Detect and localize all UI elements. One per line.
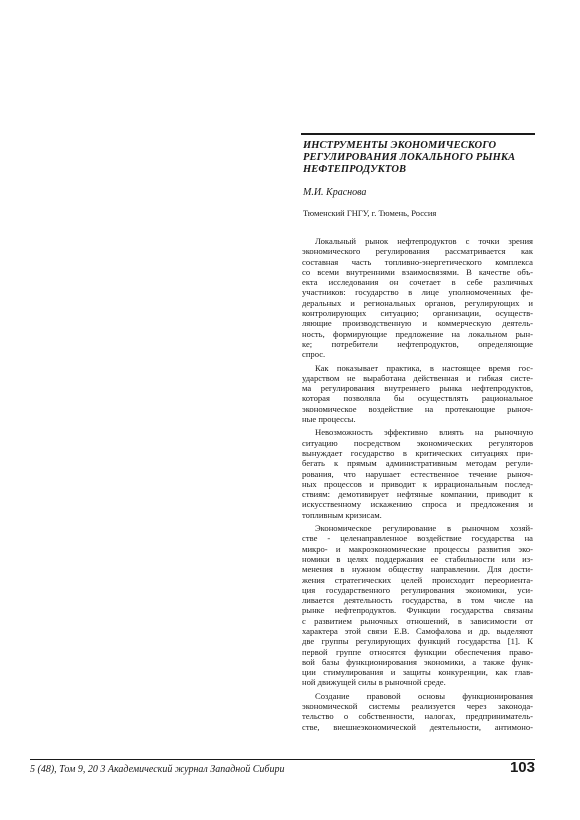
text-line: со всеми внутренними взаимосвязями. В качестве объ- (302, 266, 533, 277)
article-body (302, 236, 533, 732)
text-line: ляющие производственную и коммерческую деятель- (302, 318, 533, 329)
paragraph (302, 363, 533, 425)
text-line: бегать к прямым административным методам регули- (302, 458, 533, 469)
text-line: микро- и макроэкономические процессы развития эко- (302, 543, 533, 554)
text-line: тельство о собственности, налогах, предприниматель- (302, 711, 533, 722)
text-line: ные процессы. (302, 414, 356, 425)
text-line: первой группе относятся функции обеспечения право- (302, 646, 533, 657)
article-title (303, 140, 537, 176)
text-line: характера этой связи Е.В. Самофалова и др. выделяют (302, 625, 533, 636)
title-line: НЕФТЕПРОДУКТОВ (303, 164, 407, 175)
text-line: искусственному искажению спроса и предложения и (302, 499, 533, 510)
text-line: вой базы функционирования экономики, а также функ- (302, 656, 533, 667)
text-line: ных процессов и приводит к иррациональным послед- (302, 478, 533, 489)
text-line: ма регулирования внутреннего рынка нефтепродуктов, (302, 383, 533, 394)
text-line: ливается деятельность государства, в том числе на (302, 595, 533, 606)
text-line: ции стимулирования и защиты конкуренции, как глав- (302, 667, 533, 678)
text-line: две группы регулирующих функций государства [1]. К (302, 636, 533, 647)
text-line: деральных и региональных органов, регулирующих и (302, 297, 533, 308)
text-line: вынуждает государство в критических ситуациях при- (302, 447, 533, 458)
text-line: Создание правовой основы функционирования (315, 690, 533, 701)
text-line: составная часть топливно-энергетического комплекса (302, 256, 533, 267)
text-line: рования, что нарушает естественное течение рыноч- (302, 468, 533, 479)
text-line: жения стратегических целей происходит переориента- (302, 574, 533, 585)
text-line: стве, внешнеэкономической деятельности, антимоно- (302, 721, 533, 732)
text-line: участников: государство в лице уполномоченных фе- (302, 287, 533, 298)
title-line: ИНСТРУМЕНТЫ ЭКОНОМИЧЕСКОГО (303, 140, 497, 151)
paragraph (302, 236, 533, 360)
journal-info: 5 (48), Том 9, 20 3 Академический журнал Западной Сибири (30, 764, 285, 775)
text-line: ствиям: демотивирует нефтяные компании, приводит к (302, 489, 533, 500)
footer-rule (30, 759, 535, 760)
paragraph (302, 523, 533, 688)
text-line: спрос. (302, 349, 326, 360)
article-affiliation: Тюменский ГНГУ, г. Тюмень, Россия (303, 208, 437, 218)
paragraph (302, 691, 533, 732)
text-line: топливным кризисам. (302, 509, 382, 520)
text-line: Невозможность эффективно влиять на рыночную (315, 427, 533, 438)
page-number: 103 (509, 759, 535, 776)
text-line: ность, формирующие предложение на локальном рын- (302, 328, 533, 339)
text-line: с развитием рыночных отношений, в зависимости от (302, 615, 533, 626)
top-rule (301, 133, 535, 135)
text-line: менения в нужном обществу направлении. Для дости- (302, 564, 533, 575)
text-line: экономической системы реализуется через законода- (302, 701, 533, 712)
text-line: стве - целенаправленное воздействие государства на (302, 533, 533, 544)
text-line: экономического регулирования рассматривается как (302, 246, 533, 257)
text-line: ударством не выработана действенная и гибкая систе- (302, 372, 533, 383)
text-line: которая позволяла бы осуществлять рациональное (302, 393, 533, 404)
text-line: Локальный рынок нефтепродуктов с точки зрения (315, 236, 533, 246)
text-line: Экономическое регулирование в рыночном хозяй- (315, 523, 533, 534)
text-line: Как показывает практика, в настоящее время гос- (315, 362, 533, 373)
text-line: контролирующих ситуацию; организации, осуществ- (302, 308, 533, 319)
article-author: М.И. Краснова (303, 187, 367, 198)
text-line: ке; потребители нефтепродуктов, определяющие (302, 338, 533, 349)
paragraph (302, 427, 533, 520)
text-line: ция государственного регулирования экономики, уси- (302, 584, 533, 595)
text-line: экономическое воздействие на протекающие рыноч- (302, 403, 533, 414)
text-line: ной движущей силы в рыночной среде. (302, 677, 446, 688)
text-line: ситуацию посредством экономических регуляторов (302, 437, 533, 448)
text-line: екта исследования он сочетает в себе различных (302, 277, 533, 288)
text-line: номики в целях поддержания ее стабильности или из- (302, 553, 533, 564)
title-line: РЕГУЛИРОВАНИЯ ЛОКАЛЬНОГО РЫНКА (303, 152, 516, 163)
text-line: рынке нефтепродуктов. Функции государства связаны (302, 605, 533, 616)
